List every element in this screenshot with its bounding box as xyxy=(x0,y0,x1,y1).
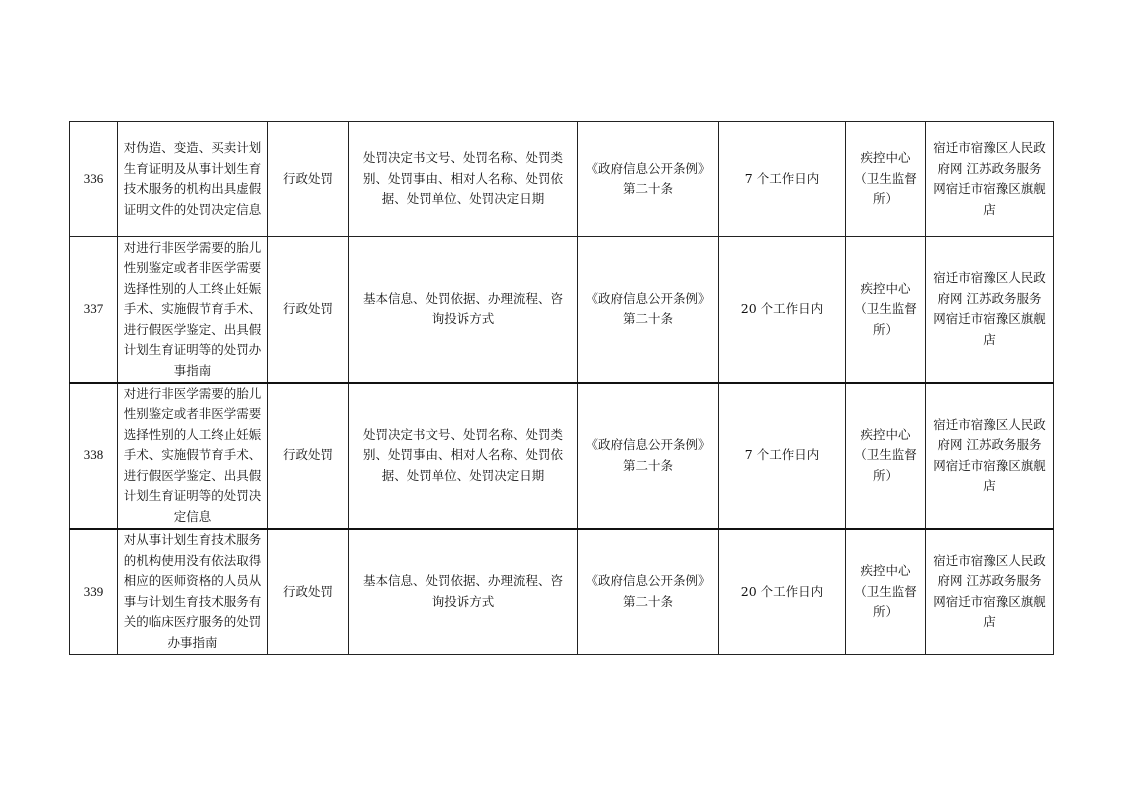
table-row xyxy=(70,237,1054,383)
disclosure-channel: 宿迁市宿豫区人民政府网 江苏政务服务网宿迁市宿豫区旗舰店 xyxy=(926,383,1054,529)
row-number: 339 xyxy=(70,529,118,655)
disclosure-item: 对从事计划生育技术服务的机构使用没有依法取得相应的医师资格的人员从事与计划生育技术服务有关的临床医疗服务的处罚办事指南 xyxy=(118,529,268,655)
category: 行政处罚 xyxy=(268,122,349,237)
responsible-department: 疾控中心（卫生监督所） xyxy=(846,237,926,383)
responsible-department: 疾控中心（卫生监督所） xyxy=(846,383,926,529)
disclosure-item: 对进行非医学需要的胎儿性别鉴定或者非医学需要选择性别的人工终止妊娠手术、实施假节育手术、进行假医学鉴定、出具假计划生育证明等的处罚办事指南 xyxy=(118,237,268,383)
legal-basis: 《政府信息公开条例》第二十条 xyxy=(578,529,719,655)
time-limit: 7 个工作日内 xyxy=(719,122,846,237)
disclosure-content: 基本信息、处罚依据、办理流程、咨询投诉方式 xyxy=(349,237,578,383)
table-row xyxy=(70,383,1054,529)
time-limit: 7 个工作日内 xyxy=(719,383,846,529)
disclosure-item: 对伪造、变造、买卖计划生育证明及从事计划生育技术服务的机构出具虚假证明文件的处罚决定信息 xyxy=(118,122,268,237)
legal-basis: 《政府信息公开条例》第二十条 xyxy=(578,383,719,529)
legal-basis: 《政府信息公开条例》第二十条 xyxy=(578,122,719,237)
time-limit: 20 个工作日内 xyxy=(719,237,846,383)
category: 行政处罚 xyxy=(268,383,349,529)
row-number: 338 xyxy=(70,383,118,529)
time-limit: 20 个工作日内 xyxy=(719,529,846,655)
table-row xyxy=(70,122,1054,237)
row-number: 336 xyxy=(70,122,118,237)
disclosure-channel: 宿迁市宿豫区人民政府网 江苏政务服务网宿迁市宿豫区旗舰店 xyxy=(926,237,1054,383)
responsible-department: 疾控中心（卫生监督所） xyxy=(846,529,926,655)
disclosure-content: 基本信息、处罚依据、办理流程、咨询投诉方式 xyxy=(349,529,578,655)
row-number: 337 xyxy=(70,237,118,383)
disclosure-content: 处罚决定书文号、处罚名称、处罚类别、处罚事由、相对人名称、处罚依据、处罚单位、处罚决定日期 xyxy=(349,122,578,237)
category: 行政处罚 xyxy=(268,529,349,655)
disclosure-table xyxy=(69,121,1054,655)
disclosure-item: 对进行非医学需要的胎儿性别鉴定或者非医学需要选择性别的人工终止妊娠手术、实施假节育手术、进行假医学鉴定、出具假计划生育证明等的处罚决定信息 xyxy=(118,383,268,529)
legal-basis: 《政府信息公开条例》第二十条 xyxy=(578,237,719,383)
disclosure-channel: 宿迁市宿豫区人民政府网 江苏政务服务网宿迁市宿豫区旗舰店 xyxy=(926,529,1054,655)
responsible-department: 疾控中心（卫生监督所） xyxy=(846,122,926,237)
table-row xyxy=(70,529,1054,655)
disclosure-channel: 宿迁市宿豫区人民政府网 江苏政务服务网宿迁市宿豫区旗舰店 xyxy=(926,122,1054,237)
disclosure-content: 处罚决定书文号、处罚名称、处罚类别、处罚事由、相对人名称、处罚依据、处罚单位、处罚决定日期 xyxy=(349,383,578,529)
category: 行政处罚 xyxy=(268,237,349,383)
